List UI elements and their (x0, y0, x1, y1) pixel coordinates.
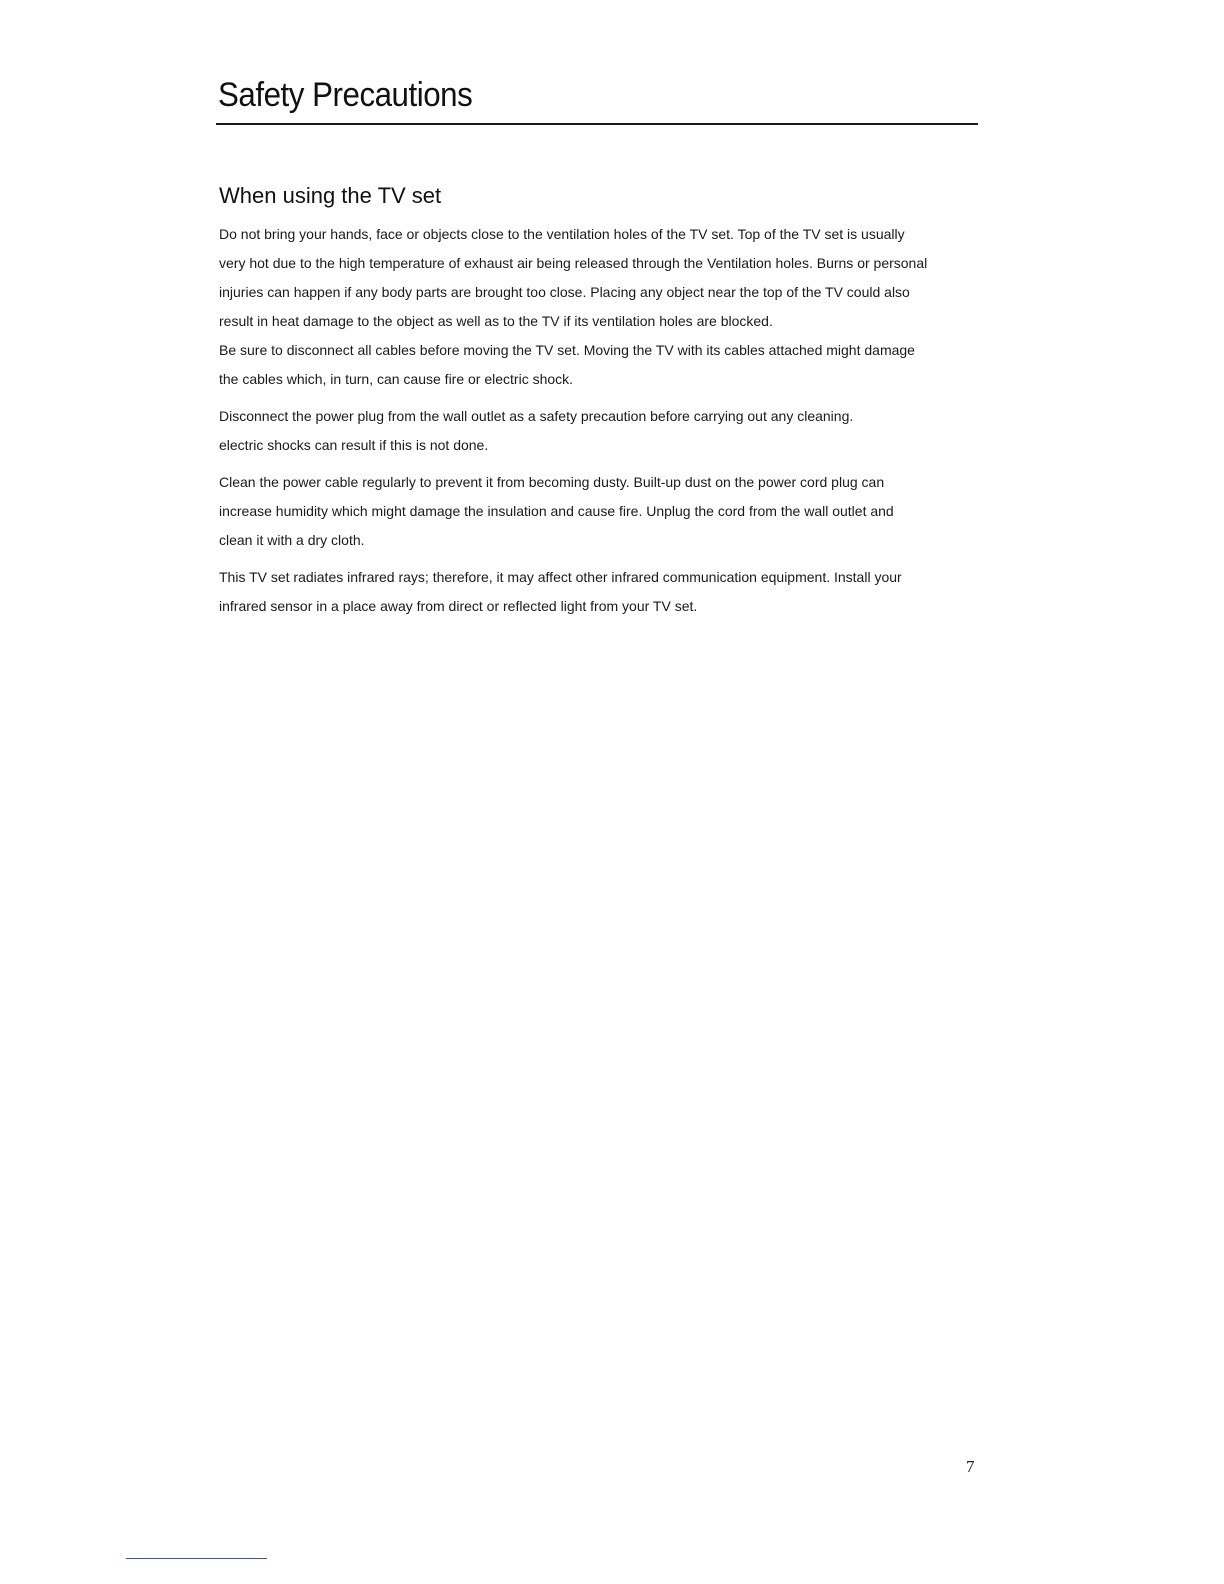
paragraph-line: This TV set radiates infrared rays; therefore, it may affect other infrared communication equipment. Install your (219, 569, 902, 585)
paragraph-cleaning (219, 402, 989, 460)
section-heading: When using the TV set (219, 183, 442, 208)
paragraph-line: result in heat damage to the object as well as to the TV if its ventilation holes are blocked. (219, 313, 773, 329)
body-text (219, 220, 989, 629)
paragraph-line: Disconnect the power plug from the wall outlet as a safety precaution before carrying out any cleaning. (219, 408, 854, 424)
footer-link-underline (126, 1558, 267, 1559)
paragraph-ventilation (219, 220, 989, 336)
paragraph-line: Do not bring your hands, face or objects close to the ventilation holes of the TV set. Top of the TV set is usually (219, 226, 905, 242)
paragraph-line: electric shocks can result if this is not done. (219, 437, 489, 453)
paragraph-cables (219, 336, 989, 394)
paragraph-line: Be sure to disconnect all cables before moving the TV set. Moving the TV with its cables attached might damage (219, 342, 915, 358)
page-title: Safety Precautions (218, 76, 473, 114)
paragraph-power-cable (219, 468, 989, 555)
page-number: 7 (966, 1457, 975, 1476)
paragraph-line: very hot due to the high temperature of exhaust air being released through the Ventilation holes. Burns or personal (219, 255, 928, 271)
paragraph-line: injuries can happen if any body parts are brought too close. Placing any object near the top of the TV could also (219, 284, 910, 300)
title-underline (216, 123, 978, 125)
paragraph-line: the cables which, in turn, can cause fire or electric shock. (219, 371, 574, 387)
paragraph-line: Clean the power cable regularly to prevent it from becoming dusty. Built-up dust on the power cord plug can (219, 474, 885, 490)
paragraph-line: clean it with a dry cloth. (219, 532, 365, 548)
paragraph-line: infrared sensor in a place away from direct or reflected light from your TV set. (219, 598, 698, 614)
paragraph-infrared (219, 563, 989, 621)
paragraph-line: increase humidity which might damage the insulation and cause fire. Unplug the cord from the wall outlet and (219, 503, 894, 519)
